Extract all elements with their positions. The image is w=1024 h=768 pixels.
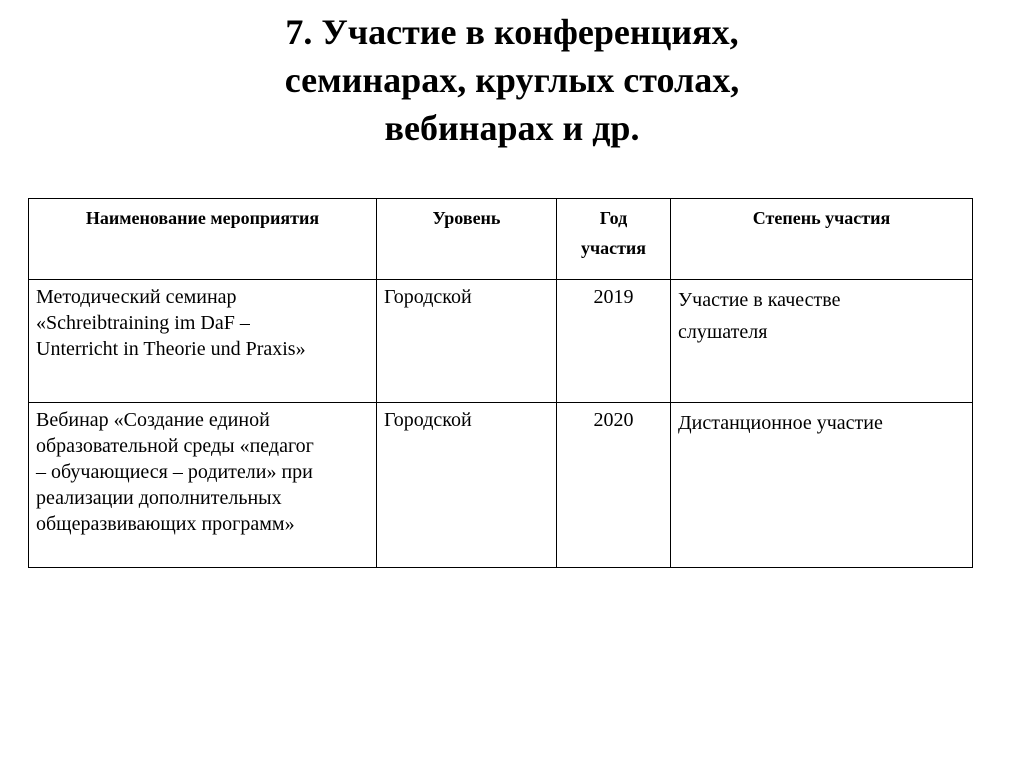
page-title <box>0 8 1024 152</box>
cell-event-name: Методический семинар «Schreibtraining im DaF – Unterricht in Theorie und Praxis» <box>29 280 377 403</box>
cell-year: 2019 <box>557 280 671 403</box>
cell-event-name: Вебинар «Создание единой образовательной среды «педагог – обучающиеся – родители» при реализации дополнительных общеразвивающих программ» <box>29 403 377 568</box>
header-level: Уровень <box>377 199 557 280</box>
cell-year: 2020 <box>557 403 671 568</box>
events-table <box>28 198 973 568</box>
cell-level: Городской <box>377 280 557 403</box>
cell-participation: Дистанционное участие <box>671 403 973 568</box>
header-year: Год участия <box>557 199 671 280</box>
cell-level: Городской <box>377 403 557 568</box>
table-row <box>29 403 973 568</box>
header-event-name: Наименование мероприятия <box>29 199 377 280</box>
title-line-1: 7. Участие в конференциях, <box>285 12 739 52</box>
table-row <box>29 280 973 403</box>
title-line-2: семинарах, круглых столах, <box>284 60 740 100</box>
cell-participation: Участие в качестве слушателя <box>671 280 973 403</box>
table-header-row <box>29 199 973 280</box>
title-line-3: вебинарах и др. <box>384 108 640 148</box>
header-participation: Степень участия <box>671 199 973 280</box>
